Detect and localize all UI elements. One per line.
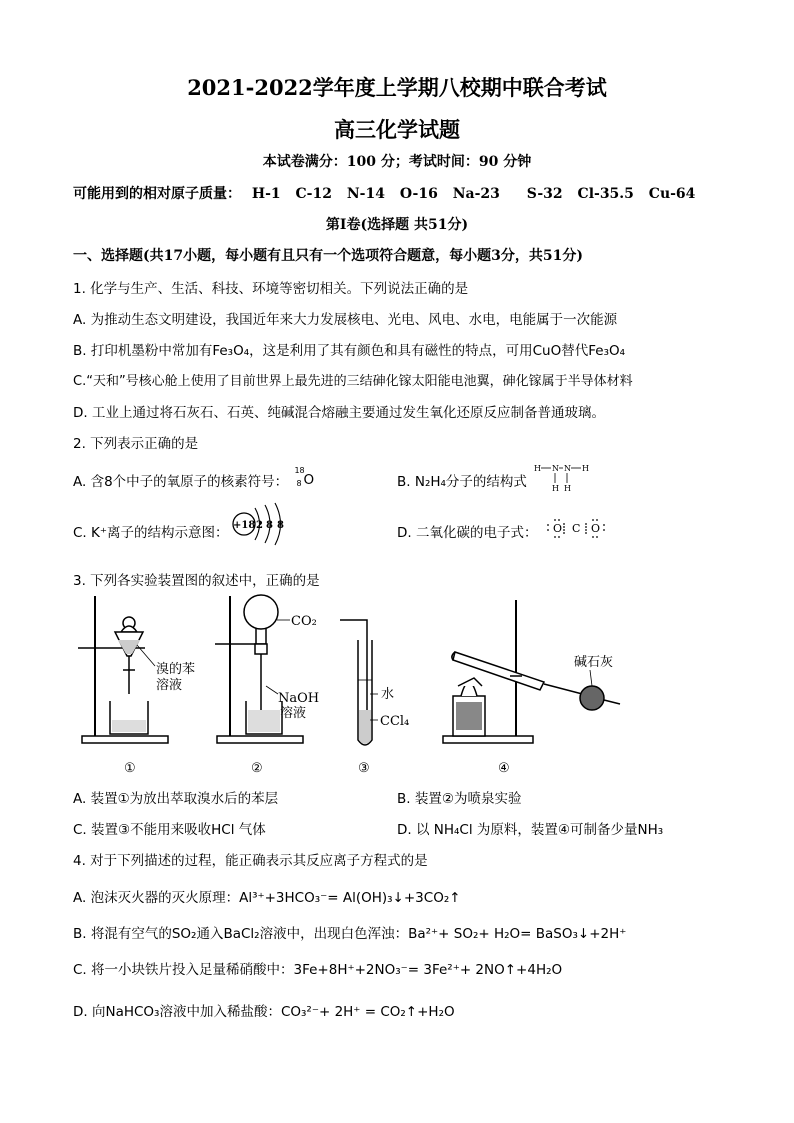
q4-option-d: D. 向NaHCO₃溶液中加入稀盐酸：CO₃²⁻+ 2H⁺ = CO₂↑+H₂O bbox=[73, 1004, 455, 1020]
q4-stem: 4. 对于下列描述的过程，能正确表示其反应离子方程式的是 bbox=[73, 853, 428, 869]
apparatus-4 bbox=[443, 600, 620, 743]
apparatus-figure bbox=[70, 590, 710, 780]
mass-item: C-12 bbox=[295, 186, 332, 202]
q4-option-c: C. 将一小块铁片投入足量稀硝酸中：3Fe+8H⁺+2NO₃⁻= 3Fe²⁺+ 2NO↑+4H₂O bbox=[73, 962, 563, 978]
k-nucleus-label: +18 bbox=[233, 520, 256, 531]
q1-option-b: B. 打印机墨粉中常加有Fe₃O₄，这是利用了其有颜色和具有磁性的特点，可用CuO替代Fe₃O₄ bbox=[73, 343, 626, 359]
apparatus-3 bbox=[340, 620, 378, 745]
nuclide-symbol bbox=[292, 466, 316, 490]
q2-option-d-text: D. 二氧化碳的电子式： bbox=[397, 525, 538, 541]
q3-stem: 3. 下列各实验装置图的叙述中，正确的是 bbox=[73, 573, 320, 589]
q3-option-b: B. 装置②为喷泉实验 bbox=[397, 791, 522, 807]
q1-option-c: C.“天和”号核心舱上使用了目前世界上最先进的三结砷化镓太阳能电池翼，砷化镓属于半导体材料 bbox=[73, 374, 633, 389]
q2-option-b-text: B. N₂H₄分子的结构式 bbox=[397, 474, 527, 490]
svg-text:H: H bbox=[534, 464, 541, 473]
atomic-masses bbox=[73, 183, 695, 203]
q2-option-b bbox=[397, 470, 527, 490]
svg-text:H: H bbox=[552, 484, 559, 493]
q4-option-b: B. 将混有空气的SO₂通入BaCl₂溶液中，出现白色浑浊：Ba²⁺+ SO₂+ H₂O= BaSO₃↓+2H⁺ bbox=[73, 926, 627, 942]
q2-option-c bbox=[73, 521, 229, 541]
q3-option-d: D. 以 NH₄Cl 为原料，装置④可制备少量NH₃ bbox=[397, 822, 664, 838]
k-shell-2: 8 bbox=[266, 520, 273, 531]
mass-item: H-1 bbox=[251, 186, 281, 202]
label-bromine-benzene: 溴的苯 bbox=[156, 662, 196, 677]
svg-text:C: C bbox=[572, 522, 581, 535]
label-soda-lime: 碱石灰 bbox=[574, 655, 614, 670]
svg-text:O: O bbox=[553, 522, 563, 535]
n2h4-structure-diagram bbox=[532, 461, 592, 495]
exam-info: 本试卷满分：100 分；考试时间：90 分钟 bbox=[262, 154, 532, 170]
label-solution-2: 溶液 bbox=[280, 706, 307, 721]
q3-option-a: A. 装置①为放出萃取溴水后的苯层 bbox=[73, 791, 279, 807]
q3-option-c: C. 装置③不能用来吸收HCl 气体 bbox=[73, 822, 266, 838]
atomic-masses-label: 可能用到的相对原子质量： bbox=[73, 186, 241, 202]
k-shell-3: 8 bbox=[277, 520, 284, 531]
q2-stem: 2. 下列表示正确的是 bbox=[73, 436, 199, 452]
svg-text:O: O bbox=[591, 522, 601, 535]
k-shell-1: 2 bbox=[256, 520, 263, 531]
apparatus-1 bbox=[78, 596, 168, 743]
svg-text:H: H bbox=[564, 484, 571, 493]
q2-option-c-text: C. K⁺离子的结构示意图： bbox=[73, 525, 229, 541]
nuclide-z: 8 bbox=[296, 479, 302, 488]
q2-option-a bbox=[73, 466, 316, 490]
mass-item: Cl-35.5 bbox=[577, 186, 634, 202]
apparatus-number-2: ② bbox=[251, 761, 263, 776]
label-naoh: NaOH bbox=[278, 691, 320, 706]
q1-option-d: D. 工业上通过将石灰石、石英、纯碱混合熔融主要通过发生氧化还原反应制备普通玻璃。 bbox=[73, 405, 605, 421]
mass-item: N-14 bbox=[346, 186, 385, 202]
apparatus-number-3: ③ bbox=[358, 761, 370, 776]
mass-item: O-16 bbox=[399, 186, 438, 202]
mass-item: Na-23 bbox=[452, 186, 500, 202]
apparatus-number-4: ④ bbox=[498, 761, 510, 776]
exam-title: 2021-2022学年度上学期八校期中联合考试 bbox=[187, 75, 607, 100]
q1-stem: 1. 化学与生产、生活、科技、环境等密切相关。下列说法正确的是 bbox=[73, 281, 469, 297]
svg-text:H: H bbox=[582, 464, 589, 473]
nuclide-mass: 18 bbox=[294, 466, 305, 475]
mass-item: S-32 bbox=[526, 186, 563, 202]
label-ccl4: CCl₄ bbox=[380, 714, 410, 729]
section-title: 一、选择题(共17小题，每小题有且只有一个选项符合题意，每小题3分，共51分) bbox=[73, 248, 583, 264]
co2-electron-formula bbox=[545, 517, 609, 539]
label-solution-1: 溶液 bbox=[156, 678, 183, 693]
q2-option-a-text: A. 含8个中子的氧原子的核素符号： bbox=[73, 474, 289, 490]
exam-subtitle: 高三化学试题 bbox=[334, 117, 460, 142]
volume-title: 第Ⅰ卷(选择题 共51分) bbox=[325, 217, 469, 233]
q1-option-a: A. 为推动生态文明建设，我国近年来大力发展核电、光电、风电、水电，电能属于一次能源 bbox=[73, 312, 618, 328]
mass-item: Cu-64 bbox=[648, 186, 696, 202]
svg-text:N: N bbox=[552, 464, 559, 473]
label-water: 水 bbox=[381, 687, 395, 702]
apparatus-number-1: ① bbox=[124, 761, 136, 776]
svg-text:N: N bbox=[564, 464, 571, 473]
nuclide-element: O bbox=[303, 472, 315, 488]
q2-option-d bbox=[397, 521, 537, 541]
label-co2: CO₂ bbox=[291, 614, 317, 629]
k-ion-structure-diagram bbox=[228, 502, 290, 546]
q4-option-a: A. 泡沫灭火器的灭火原理：Al³⁺+3HCO₃⁻= Al(OH)₃↓+3CO₂↑ bbox=[73, 890, 461, 906]
